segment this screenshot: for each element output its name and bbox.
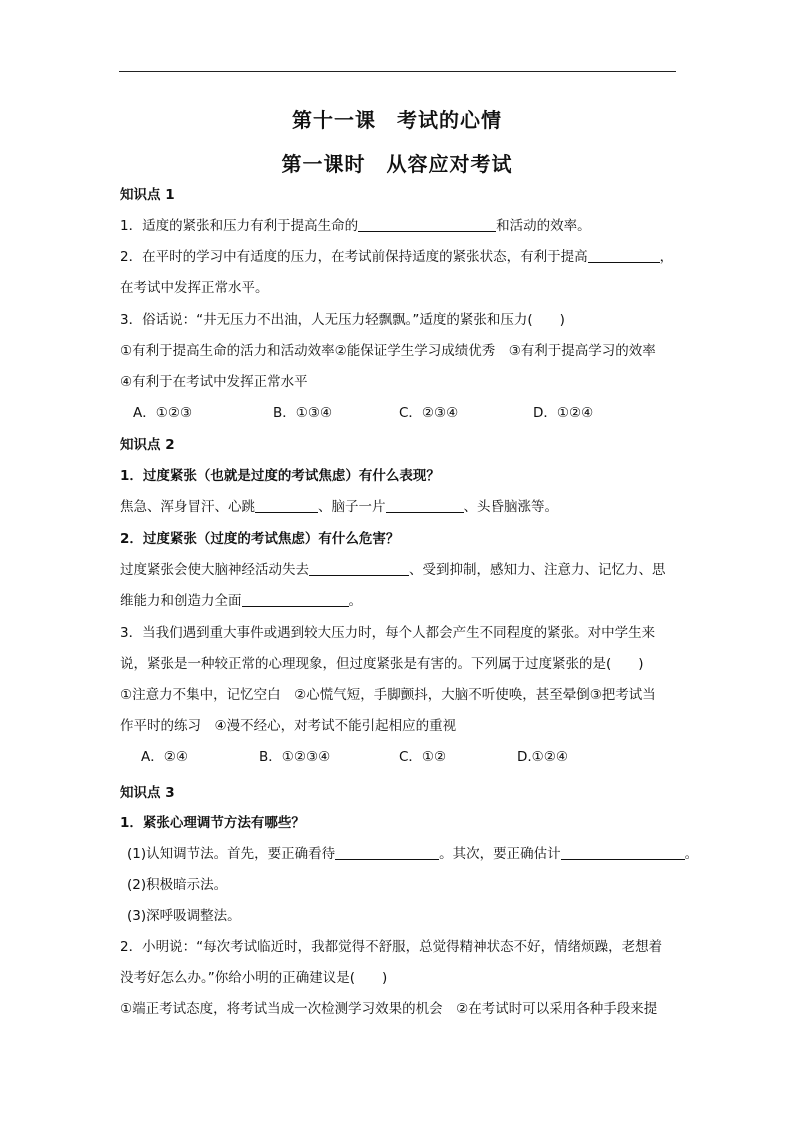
section-3-heading: 知识点 3 — [120, 785, 175, 801]
s1-question-1 — [120, 217, 591, 235]
s2-a2-text-d: 。 — [348, 593, 362, 609]
option-b[interactable]: B．①③④ — [273, 405, 333, 421]
s3-method-3: (3)深呼吸调整法。 — [127, 908, 241, 924]
s2-question-2: 2．过度紧张（过度的考试焦虑）有什么危害？ — [120, 531, 400, 547]
s3-m1-text-b: 。其次，要正确估计 — [439, 846, 561, 862]
s3-m1-blank-2[interactable] — [561, 845, 685, 860]
option-d[interactable]: D.①②④ — [517, 749, 568, 765]
option-c[interactable]: C．②③④ — [399, 405, 459, 421]
s1-q3-statements-2: ④有利于在考试中发挥正常水平 — [120, 374, 308, 390]
s1-q3-options — [133, 404, 593, 422]
s1-q1-blank[interactable] — [358, 217, 496, 232]
s2-answer-1 — [120, 498, 558, 516]
s2-a1-blank-1[interactable] — [255, 498, 318, 513]
s3-m1-text-c: 。 — [684, 846, 699, 862]
option-b[interactable]: B．①②③④ — [259, 749, 331, 765]
s2-a2-text-b: 、受到抑制，感知力、注意力、记忆力、思 — [409, 562, 666, 578]
s3-question-2-line-2: 没考好怎么办。”你给小明的正确建议是( ) — [120, 970, 388, 986]
s2-answer-2-continuation — [120, 592, 362, 610]
s2-question-3-line-1: 3．当我们遇到重大事件或遇到较大压力时，每个人都会产生不同程度的紧张。对中学生来 — [120, 625, 656, 641]
header-rule — [119, 71, 676, 72]
s1-q1-text-a: 1．适度的紧张和压力有利于提高生命的 — [120, 218, 359, 234]
s2-question-3-line-3: ①注意力不集中，记忆空白 ②心慌气短，手脚颤抖，大脑不听使唤，甚至晕倒③把考试当 — [120, 687, 656, 703]
section-2-heading: 知识点 2 — [120, 437, 175, 453]
page-title: 第十一课 考试的心情 — [292, 108, 502, 132]
s2-answer-2 — [120, 561, 666, 579]
s1-q2-blank[interactable] — [588, 248, 660, 263]
s1-q1-text-b: 和活动的效率。 — [496, 218, 591, 234]
s2-question-3-line-2: 说，紧张是一种较正常的心理现象，但过度紧张是有害的。下列属于过度紧张的是( ) — [120, 656, 644, 672]
s2-a1-blank-2[interactable] — [386, 498, 464, 513]
s3-m1-blank-1[interactable] — [335, 845, 439, 860]
s3-question-2-line-1: 2．小明说：“每次考试临近时，我都觉得不舒服，总觉得精神状态不好，情绪烦躁，老想着 — [120, 939, 663, 955]
s1-question-2 — [120, 248, 673, 266]
section-1-heading: 知识点 1 — [120, 187, 175, 203]
option-c[interactable]: C．①② — [399, 749, 447, 765]
option-a[interactable]: A．①②③ — [133, 405, 193, 421]
s2-a2-blank-1[interactable] — [309, 561, 409, 576]
s3-question-2-line-3: ①端正考试态度，将考试当成一次检测学习效果的机会 ②在考试时可以采用各种手段来提 — [120, 1001, 658, 1017]
s3-method-2: (2)积极暗示法。 — [127, 877, 228, 893]
s2-q3-options — [141, 748, 568, 766]
option-d[interactable]: D．①②④ — [533, 405, 594, 421]
s3-question-1: 1．紧张心理调节方法有哪些？ — [120, 815, 305, 831]
s2-a1-text-b: 、脑子一片 — [318, 499, 386, 515]
s3-method-1 — [127, 845, 698, 863]
s2-a2-blank-2[interactable] — [242, 592, 349, 607]
s1-q2-text-b: ， — [659, 249, 674, 265]
page-subtitle: 第一课时 从容应对考试 — [281, 152, 513, 176]
s2-question-3-line-4: 作平时的练习 ④漫不经心，对考试不能引起相应的重视 — [120, 718, 457, 734]
option-a[interactable]: A．②④ — [141, 749, 188, 765]
s1-q2-text-a: 2．在平时的学习中有适度的压力，在考试前保持适度的紧张状态，有利于提高 — [120, 249, 588, 265]
s2-question-1: 1．过度紧张（也就是过度的考试焦虑）有什么表现？ — [120, 468, 440, 484]
s1-question-3: 3．俗话说：“井无压力不出油，人无压力轻飘飘。”适度的紧张和压力( ) — [120, 312, 565, 328]
s2-a2-text-a: 过度紧张会使大脑神经活动失去 — [120, 562, 309, 578]
s2-a1-text-a: 焦急、浑身冒汗、心跳 — [120, 499, 255, 515]
s1-q2-continuation: 在考试中发挥正常水平。 — [120, 280, 269, 296]
s1-q3-statements-1: ①有利于提高生命的活力和活动效率②能保证学生学习成绩优秀 ③有利于提高学习的效率 — [120, 343, 656, 359]
s2-a2-text-c: 维能力和创造力全面 — [120, 593, 242, 609]
s2-a1-text-c: 、头昏脑涨等。 — [463, 499, 558, 515]
s3-m1-text-a: (1)认知调节法。首先，要正确看待 — [127, 846, 336, 862]
